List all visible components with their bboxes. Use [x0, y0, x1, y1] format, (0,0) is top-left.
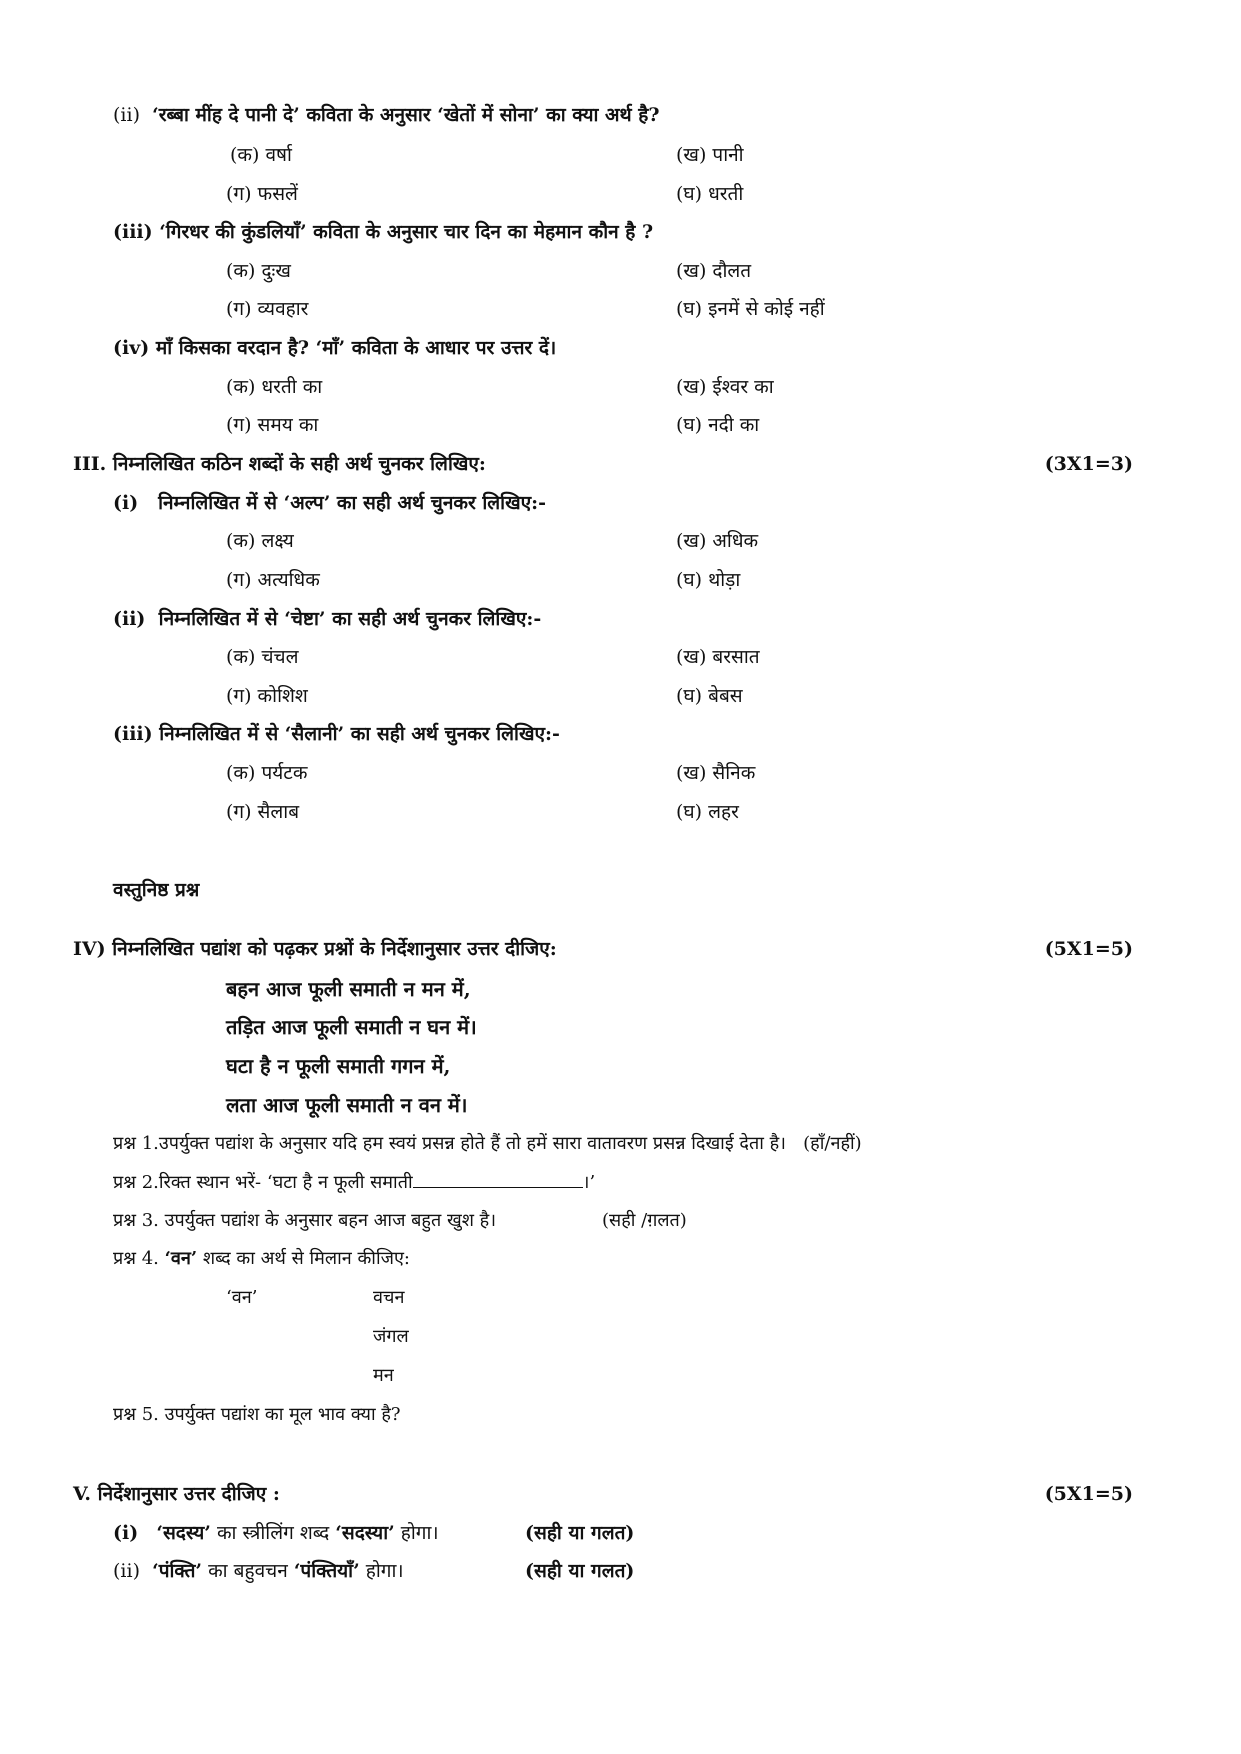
option-ga: (ग) कोशिश [226, 685, 308, 707]
prashn-4-word: ‘वन’ [164, 1248, 198, 1269]
question-number: (ii) [113, 1560, 140, 1582]
poem-line-2: तड़ित आज फूली समाती न घन में। [226, 1015, 477, 1039]
prashn-4-text: शब्द का अर्थ से मिलान कीजिए: [202, 1248, 410, 1269]
option-gha: (घ) थोड़ा [676, 569, 741, 591]
section-iii-marks: (3X1=3) [1044, 453, 1133, 475]
option-ka: (क) पर्यटक [226, 762, 308, 784]
option-ga: (ग) समय का [226, 414, 319, 436]
option-kha: (ख) दौलत [676, 260, 752, 282]
option-ka: (क) वर्षा [230, 144, 292, 166]
question-text: निम्नलिखित में से ‘चेष्टा’ का सही अर्थ चुनकर लिखिए:- [158, 608, 542, 630]
option-kha: (ख) बरसात [676, 646, 760, 668]
option-kha: (ख) अधिक [676, 530, 759, 552]
question-end: होगा। [400, 1522, 439, 1544]
question-end: होगा। [365, 1560, 404, 1582]
option-ka: (क) धरती का [226, 376, 323, 398]
match-option-jangal: जंगल [373, 1326, 409, 1347]
option-gha: (घ) नदी का [676, 414, 760, 436]
prashn-1-text: प्रश्न 1.उपर्युक्त पद्यांश के अनुसार यदि हम स्वयं प्रसन्न होते हैं तो हमें सारा वातावरण प्रसन्न दिखाई देता है। [113, 1133, 786, 1154]
prashn-2-text: प्रश्न 2.रिक्त स्थान भरें- ‘घटा है न फूली समाती [113, 1172, 413, 1193]
section-v-q2-choice: (सही या गलत) [525, 1560, 635, 1582]
question-text: का बहुवचन [208, 1560, 288, 1582]
question-ii-rabba [113, 102, 660, 128]
poem-line-1: बहन आज फूली समाती न मन में, [226, 977, 471, 1001]
match-left-word: ‘वन’ [226, 1287, 258, 1308]
question-iii-sailani: (iii) निम्नलिखित में से ‘सैलानी’ का सही अर्थ चुनकर लिखिए:- [113, 723, 560, 745]
question-number: (i) [113, 492, 139, 514]
option-gha: (घ) बेबस [676, 685, 743, 707]
question-iii-girdhar: (iii) ‘गिरधर की कुंडलियाँ’ कविता के अनुसार चार दिन का मेहमान कौन है ? [113, 221, 654, 243]
section-iv-marks: (5X1=5) [1044, 938, 1133, 960]
section-iii-heading: III. निम्नलिखित कठिन शब्दों के सही अर्थ चुनकर लिखिए: [73, 453, 486, 475]
poem-line-4: लता आज फूली समाती न वन में। [226, 1093, 468, 1117]
section-v-q2 [113, 1558, 404, 1584]
option-kha: (ख) सैनिक [676, 762, 756, 784]
option-ga: (ग) अत्यधिक [226, 569, 320, 591]
option-ka: (क) चंचल [226, 646, 299, 668]
option-ka: (क) लक्ष्य [226, 530, 294, 552]
prashn-2-end: ।’ [582, 1172, 596, 1193]
section-v-heading: V. निर्देशानुसार उत्तर दीजिए : [73, 1483, 280, 1505]
word-sadasya: ‘सदस्य’ [156, 1522, 211, 1544]
section-iv-heading: IV) निम्नलिखित पद्यांश को पढ़कर प्रश्नों के निर्देशानुसार उत्तर दीजिए: [73, 938, 557, 960]
objective-questions-heading: वस्तुनिष्ठ प्रश्न [113, 879, 200, 901]
option-gha: (घ) लहर [676, 801, 739, 823]
option-ga: (ग) फसलें [226, 183, 298, 205]
option-ka: (क) दुःख [226, 260, 291, 282]
option-gha: (घ) धरती [676, 183, 744, 205]
prashn-1 [113, 1131, 862, 1157]
prashn-2 [113, 1169, 595, 1196]
question-text: निम्नलिखित में से ‘अल्प’ का सही अर्थ चुनकर लिखिए:- [158, 492, 547, 514]
question-number: (i) [113, 1522, 139, 1544]
question-iv-maa: (iv) माँ किसका वरदान है? ‘माँ’ कविता के आधार पर उत्तर दें। [113, 337, 557, 359]
question-text: ‘रब्बा मींह दे पानी दे’ कविता के अनुसार ‘खेतों में सोना’ का क्या अर्थ है? [152, 104, 660, 126]
word-pankti: ‘पंक्ति’ [152, 1560, 203, 1582]
question-text: का स्त्रीलिंग शब्द [216, 1522, 330, 1544]
question-i-alp [113, 490, 546, 516]
poem-line-3: घटा है न फूली समाती गगन में, [226, 1054, 451, 1078]
question-number: (ii) [113, 608, 146, 630]
prashn-5: प्रश्न 5. उपर्युक्त पद्यांश का मूल भाव क्या है? [113, 1404, 401, 1425]
fill-in-blank[interactable] [413, 1169, 583, 1188]
word-panktiyan: ‘पंक्तियाँ’ [293, 1560, 360, 1582]
prashn-3-choice: (सही /ग़लत) [602, 1210, 687, 1231]
option-gha: (घ) इनमें से कोई नहीं [676, 298, 825, 320]
question-number: (ii) [113, 104, 140, 126]
section-v-q1-choice: (सही या गलत) [525, 1522, 635, 1544]
prashn-3-text: प्रश्न 3. उपर्युक्त पद्यांश के अनुसार बहन आज बहुत खुश है। [113, 1210, 497, 1231]
question-ii-cheshta [113, 606, 541, 632]
prashn-1-choice: (हाँ/नहीं) [803, 1133, 862, 1154]
option-kha: (ख) पानी [676, 144, 744, 166]
prashn-4-label: प्रश्न 4. [113, 1248, 159, 1269]
option-ga: (ग) व्यवहार [226, 298, 309, 320]
option-ga: (ग) सैलाब [226, 801, 300, 823]
match-option-vachan: वचन [373, 1287, 405, 1308]
section-v-marks: (5X1=5) [1044, 1483, 1133, 1505]
option-kha: (ख) ईश्वर का [676, 376, 774, 398]
match-option-man: मन [373, 1365, 394, 1386]
word-sadasya-feminine: ‘सदस्या’ [335, 1522, 395, 1544]
prashn-3 [113, 1208, 496, 1234]
prashn-4 [113, 1246, 410, 1272]
section-v-q1 [113, 1520, 439, 1546]
